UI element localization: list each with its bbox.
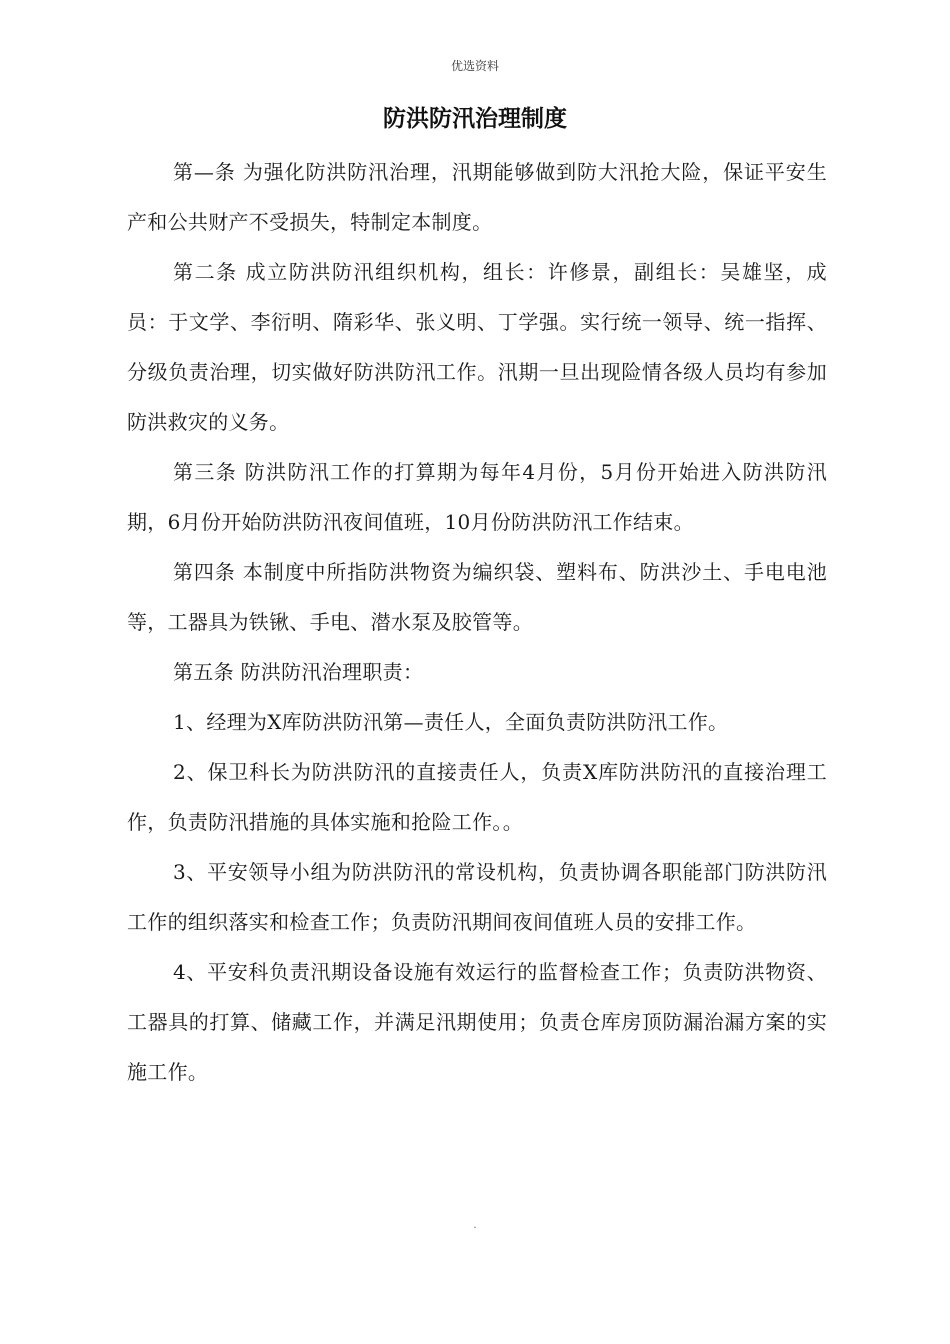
paragraph-duty-3: 3、平安领导小组为防洪防汛的常设机构，负责协调各职能部门防洪防汛工作的组织落实和检查工作；负责防汛期间夜间值班人员的安排工作。 xyxy=(127,860,827,934)
paragraph-article-5: 第五条 防洪防汛治理职责： xyxy=(173,660,424,684)
paragraph-duty-1: 1、经理为X库防洪防汛第—责任人，全面负责防洪防汛工作。 xyxy=(173,710,729,734)
page-footer: . xyxy=(473,1220,477,1231)
paragraph-article-2: 第二条 成立防洪防汛组织机构，组长：许修景，副组长：吴雄坚，成员：于文学、李衍明、隋彩华、张义明、丁学强。实行统一领导、统一指挥、分级负责治理，切实做好防洪防汛工作。汛期一旦出现险情各级人员均有参加防洪救灾的义务。 xyxy=(127,260,827,434)
paragraph-duty-4: 4、平安科负责汛期设备设施有效运行的监督检查工作；负责防洪物资、工器具的打算、储藏工作，并满足汛期使用；负责仓库房顶防漏治漏方案的实施工作。 xyxy=(127,960,827,1084)
paragraph-article-3: 第三条 防洪防汛工作的打算期为每年4月份，5月份开始进入防洪防汛期，6月份开始防洪防汛夜间值班，10月份防洪防汛工作结束。 xyxy=(127,460,827,534)
paragraph-article-1: 第—条 为强化防洪防汛治理，汛期能够做到防大汛抢大险，保证平安生产和公共财产不受损失，特制定本制度。 xyxy=(127,160,827,234)
document-title: 防洪防汛治理制度 xyxy=(383,106,567,132)
paragraph-article-4: 第四条 本制度中所指防洪物资为编织袋、塑料布、防洪沙土、手电电池等，工器具为铁锹、手电、潜水泵及胶管等。 xyxy=(127,560,827,634)
page-header: 优选资料 xyxy=(450,59,499,73)
document-body xyxy=(127,147,827,1097)
paragraph-duty-2: 2、保卫科长为防洪防汛的直接责任人，负责X库防洪防汛的直接治理工作，负责防汛措施的具体实施和抢险工作。。 xyxy=(127,760,827,834)
